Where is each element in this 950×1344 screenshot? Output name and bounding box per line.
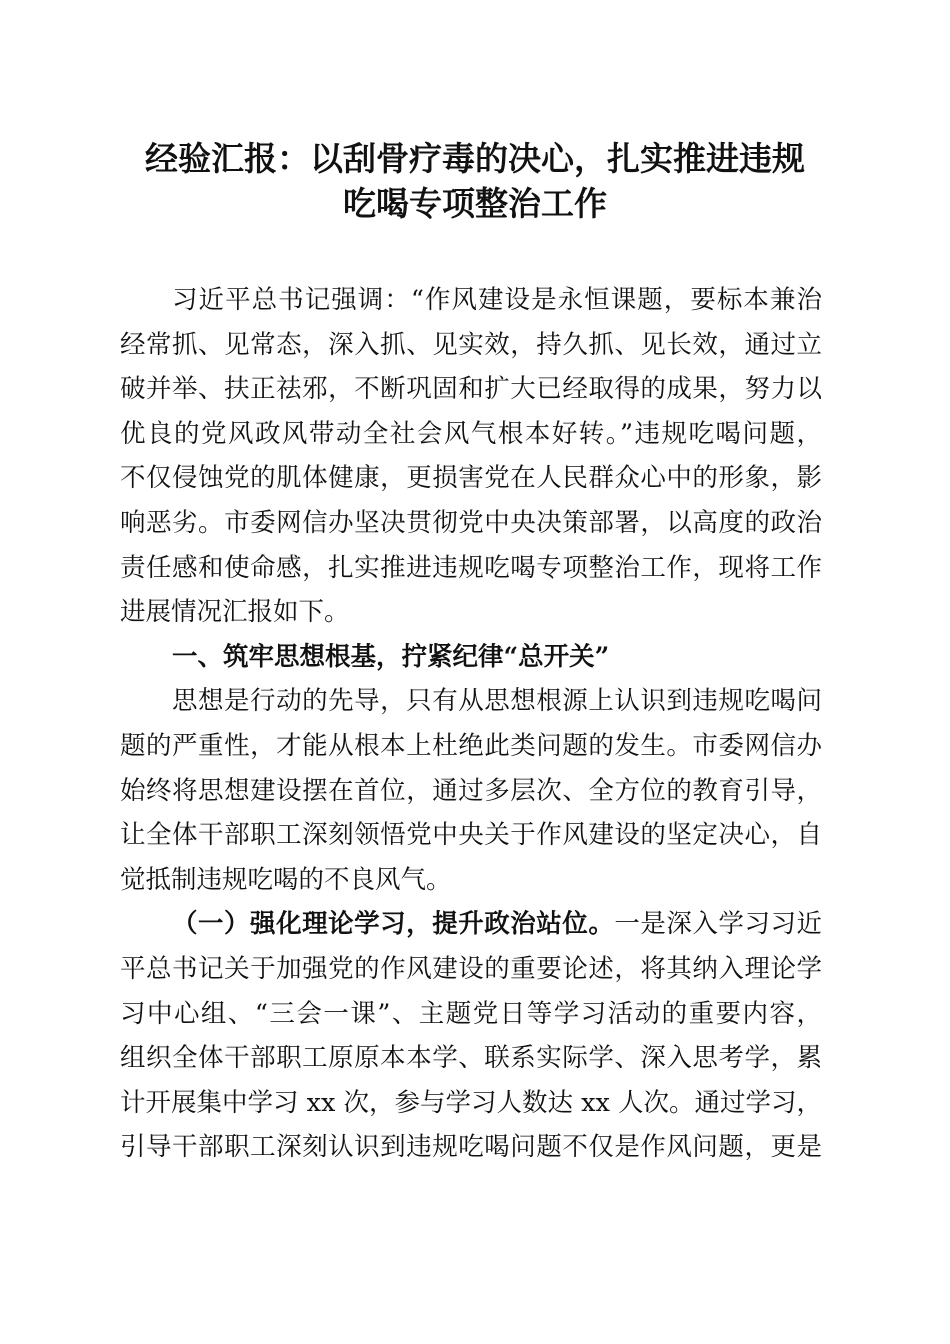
document-body (120, 278, 822, 1170)
paragraph-line: 引导干部职工深刻认识到违规吃喝问题不仅是作风问题，更是 (120, 1132, 822, 1163)
paragraph-line: 平总书记关于加强党的作风建设的重要论述，将其纳入理论学 (120, 953, 822, 984)
paragraph-line: 计开展集中学习 xx 次，参与学习人数达 xx 人次。通过学习， (120, 1087, 822, 1118)
paragraph-line: 破并举、扶正祛邪，不断巩固和扩大已经取得的成果，努力以 (120, 374, 822, 405)
paragraph-line (120, 902, 822, 947)
paragraph-line: 不仅侵蚀党的肌体健康，更损害党在人民群众心中的形象，影 (120, 463, 822, 494)
paragraph-line: 组织全体干部职工原原本本学、联系实际学、深入思考学，累 (120, 1043, 822, 1074)
line-text: 一是深入学习习近 (614, 909, 822, 940)
paragraph (120, 679, 822, 902)
paragraph-line: 进展情况汇报如下。 (120, 597, 350, 628)
paragraph-line: 响恶劣。市委网信办坚决贯彻党中央决策部署，以高度的政治 (120, 507, 822, 538)
document-title (100, 136, 850, 226)
paragraph-line: 思想是行动的先导，只有从思想根源上认识到违规吃喝问 (172, 686, 822, 717)
paragraph-line: 觉抵制违规吃喝的不良风气。 (120, 864, 452, 895)
title-line-2: 吃喝专项整治工作 (343, 184, 607, 223)
paragraph-line: 经常抓、见常态，深入抓、见实效，持久抓、见长效，通过立 (120, 329, 822, 360)
paragraph-line: 优良的党风政风带动全社会风气根本好转。”违规吃喝问题， (120, 418, 822, 449)
subsection-heading: （一）强化理论学习，提升政治站位。 (172, 909, 615, 940)
paragraph (120, 902, 822, 1170)
paragraph (120, 278, 822, 635)
paragraph-line: 习中心组、“三会一课”、主题党日等学习活动的重要内容， (120, 998, 822, 1029)
paragraph-line: 责任感和使命感，扎实推进违规吃喝专项整治工作，现将工作 (120, 552, 822, 583)
title-line-1: 经验汇报：以刮骨疗毒的决心，扎实推进违规 (145, 139, 805, 178)
paragraph-line: 习近平总书记强调：“作风建设是永恒课题，要标本兼治 (172, 285, 822, 315)
paragraph-line: 一、筑牢思想根基，拧紧纪律“总开关” (172, 641, 610, 672)
paragraph-line: 题的严重性，才能从根本上杜绝此类问题的发生。市委网信办 (120, 730, 822, 761)
paragraph-line: 始终将思想建设摆在首位，通过多层次、全方位的教育引导， (120, 775, 822, 806)
paragraph-line: 让全体干部职工深刻领悟党中央关于作风建设的坚定决心，自 (120, 820, 822, 851)
section-heading (120, 635, 822, 680)
